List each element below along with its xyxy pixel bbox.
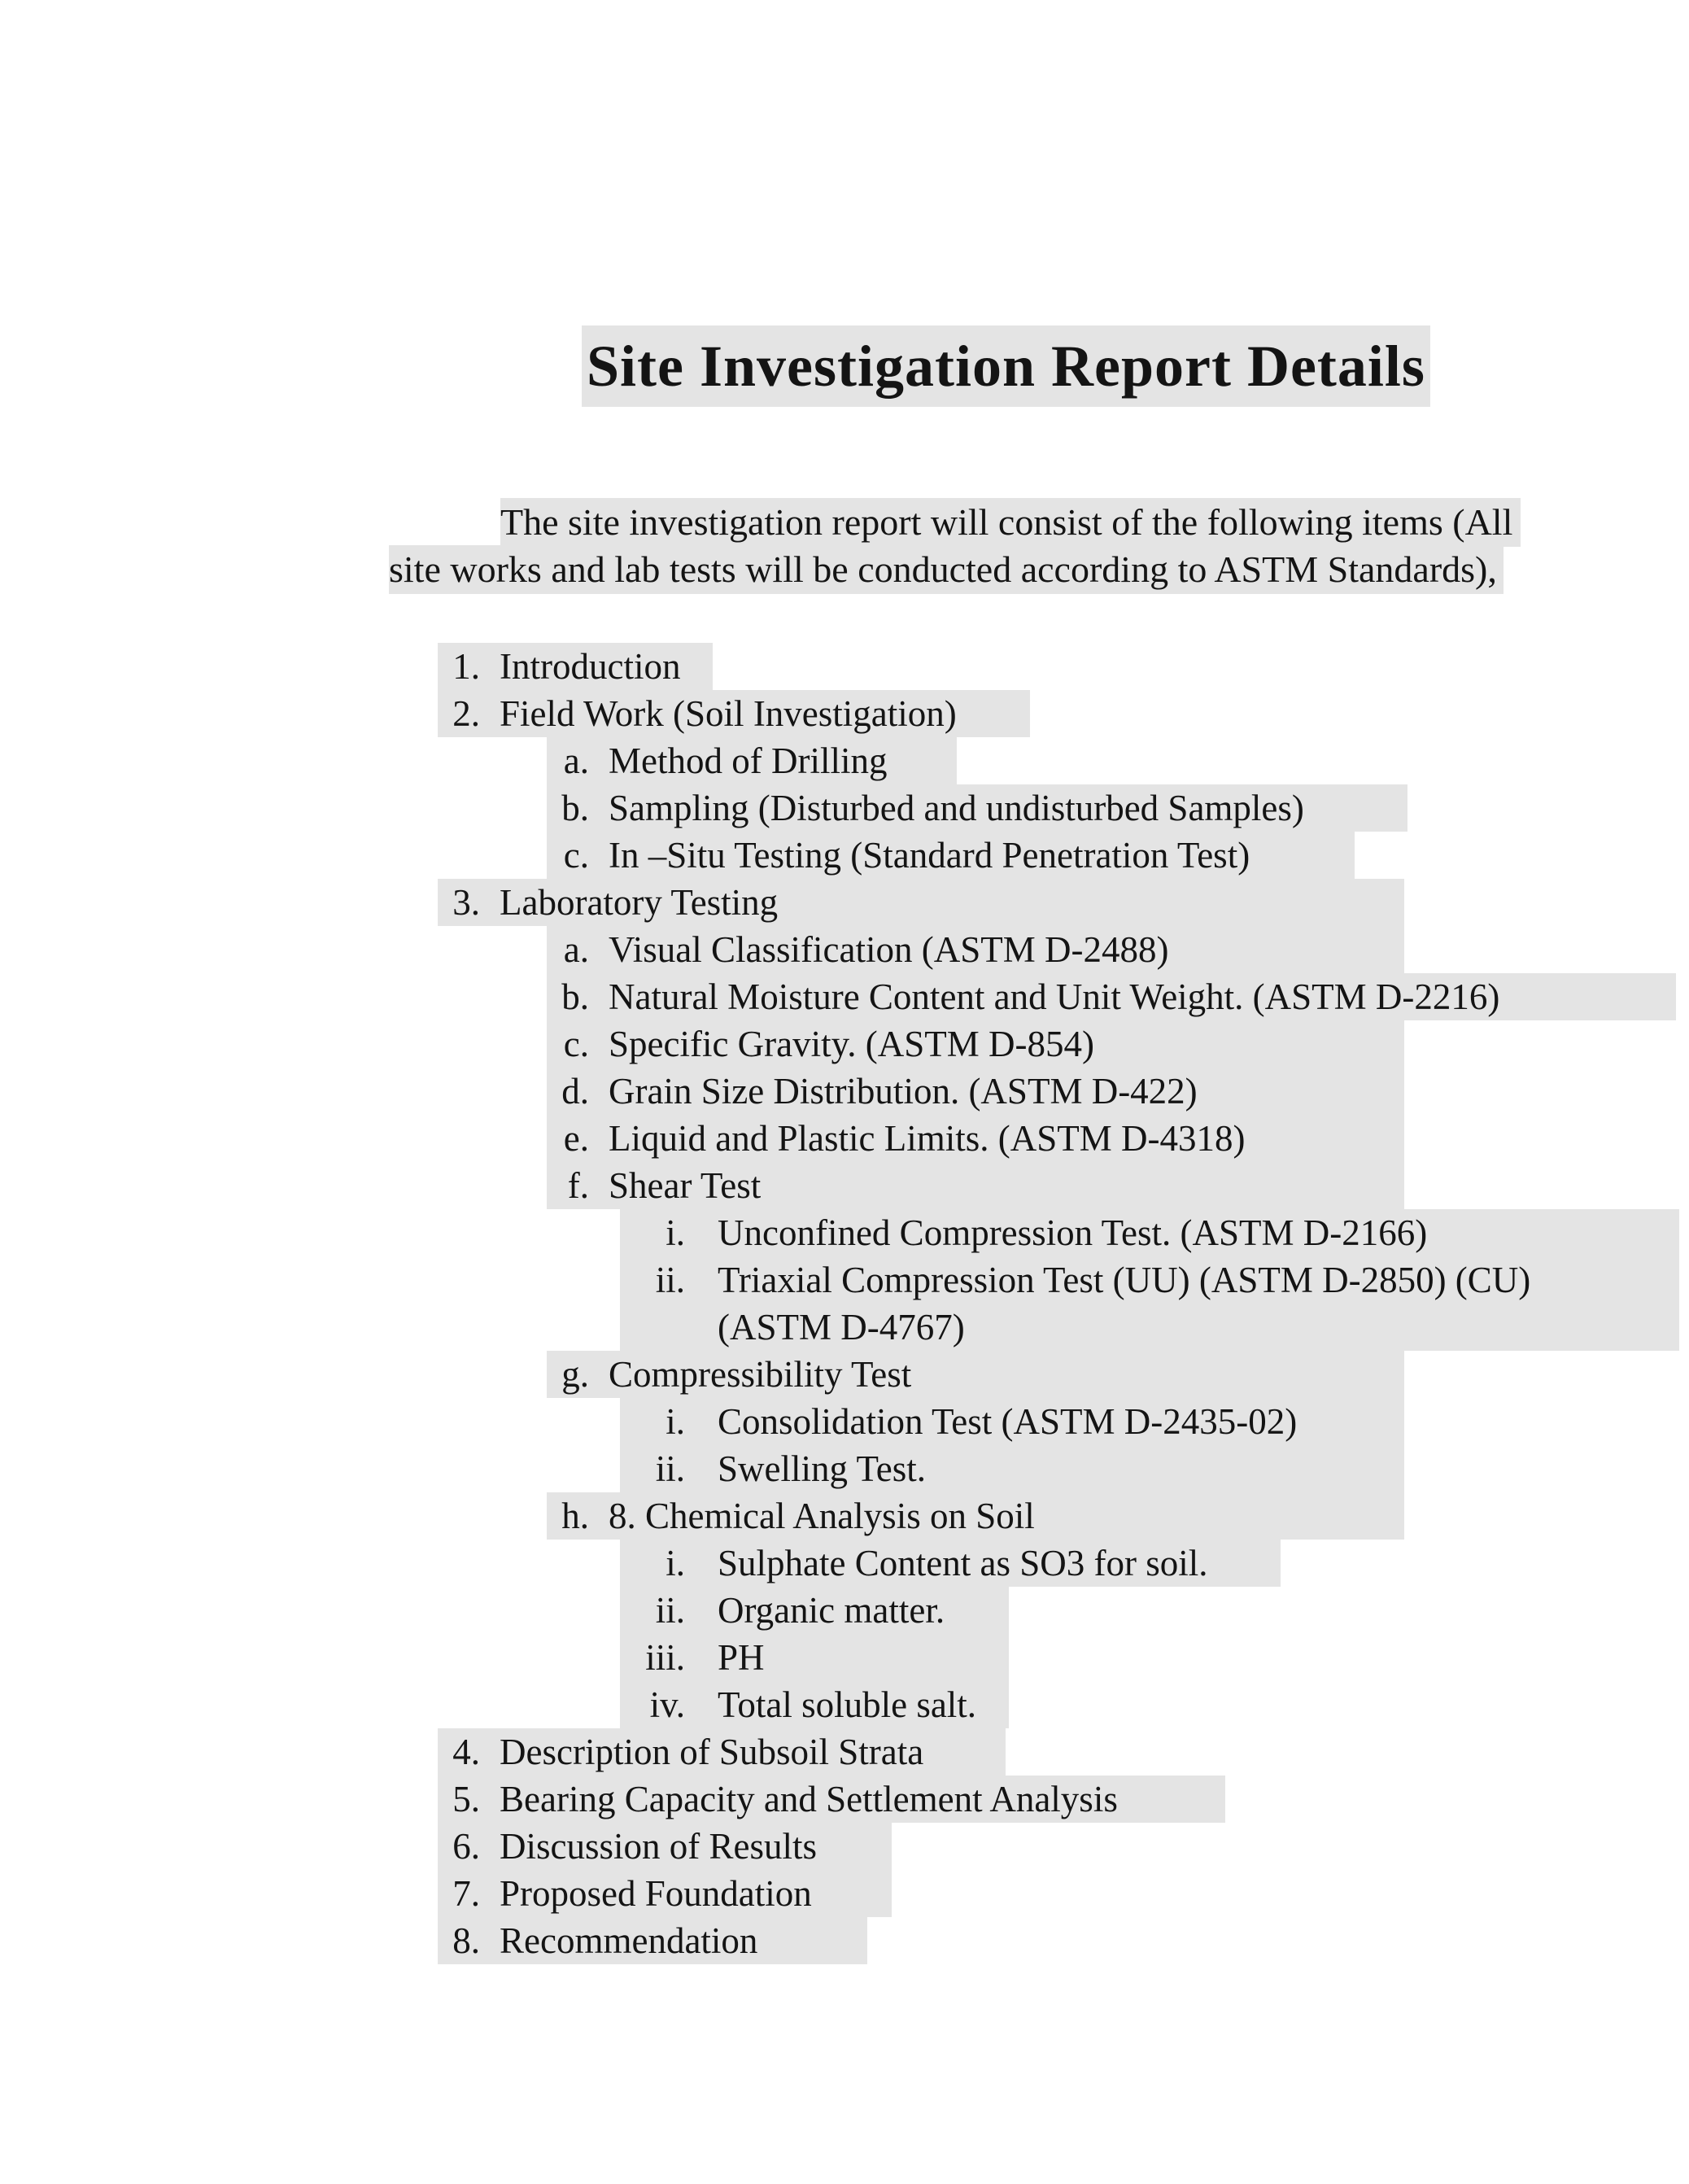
- list-item-text: Sampling (Disturbed and undisturbed Samples): [609, 788, 1304, 828]
- list-marker: 2.: [452, 693, 480, 734]
- list-marker: b.: [561, 788, 589, 828]
- list-item: [620, 1398, 1404, 1445]
- list-marker: ii.: [655, 1448, 685, 1489]
- list-item-text: In –Situ Testing (Standard Penetration Test): [609, 835, 1250, 876]
- list-item: [547, 1162, 1404, 1209]
- list-item-text: Natural Moisture Content and Unit Weight. (ASTM D-2216): [609, 976, 1500, 1017]
- list-item: [438, 1823, 892, 1870]
- list-item-text: PH: [718, 1637, 765, 1678]
- list-item: [620, 1540, 1281, 1587]
- list-item-text: 8. Chemical Analysis on Soil: [609, 1496, 1035, 1536]
- list-item-text: Grain Size Distribution. (ASTM D-422): [609, 1071, 1198, 1112]
- list-marker: 4.: [452, 1732, 480, 1772]
- list-item: [620, 1587, 1009, 1634]
- list-item: [438, 643, 713, 690]
- list-item: [438, 690, 1030, 737]
- list-item: [547, 1068, 1404, 1115]
- list-marker: c.: [563, 835, 589, 876]
- list-item-text: Field Work (Soil Investigation): [500, 693, 957, 734]
- list-marker: h.: [561, 1496, 589, 1536]
- list-marker: a.: [563, 929, 589, 970]
- list-item: [620, 1681, 1009, 1728]
- list-marker: g.: [561, 1354, 589, 1395]
- list-item-text: Triaxial Compression Test (UU) (ASTM D-2850) (CU): [718, 1260, 1531, 1300]
- list-item: [620, 1634, 1009, 1681]
- list-marker: 5.: [452, 1779, 480, 1819]
- list-item-text: Liquid and Plastic Limits. (ASTM D-4318): [609, 1118, 1246, 1159]
- list-item: [547, 926, 1404, 973]
- list-item: [547, 1492, 1404, 1540]
- list-item: [620, 1256, 1679, 1304]
- list-marker: ii.: [655, 1260, 685, 1300]
- list-marker: d.: [561, 1071, 589, 1112]
- list-item-text: Method of Drilling: [609, 740, 888, 781]
- list-item: [438, 1776, 1225, 1823]
- list-marker: i.: [666, 1212, 685, 1253]
- list-item-text: Bearing Capacity and Settlement Analysis: [500, 1779, 1118, 1819]
- list-item-text: Introduction: [500, 646, 681, 687]
- list-marker: b.: [561, 976, 589, 1017]
- list-item: [547, 737, 957, 784]
- list-item: [438, 1728, 1006, 1776]
- list-item-text: Visual Classification (ASTM D-2488): [609, 929, 1169, 970]
- list-marker: iv.: [649, 1684, 685, 1725]
- list-marker: e.: [563, 1118, 589, 1159]
- list-item-text: Laboratory Testing: [500, 882, 779, 923]
- list-item-text: Sulphate Content as SO3 for soil.: [718, 1543, 1208, 1583]
- list-item-text: Recommendation: [500, 1920, 758, 1961]
- list-item-text: Description of Subsoil Strata: [500, 1732, 924, 1772]
- list-marker: 3.: [452, 882, 480, 923]
- list-item: [620, 1445, 1404, 1492]
- list-item: [438, 1870, 892, 1917]
- list-item: [547, 784, 1408, 832]
- list-item-text: Total soluble salt.: [718, 1684, 977, 1725]
- list-marker: 1.: [452, 646, 480, 687]
- list-item: [620, 1209, 1679, 1256]
- list-item: [547, 1115, 1404, 1162]
- list-item: [438, 879, 1404, 926]
- list-item-text: Shear Test: [609, 1165, 762, 1206]
- list-marker: ii.: [655, 1590, 685, 1631]
- list-marker: a.: [563, 740, 589, 781]
- page-title: Site Investigation Report Details: [582, 325, 1430, 407]
- list-item-text: Discussion of Results: [500, 1826, 818, 1867]
- list-marker: i.: [666, 1401, 685, 1442]
- list-marker: c.: [563, 1024, 589, 1064]
- list-item: [620, 1304, 1679, 1351]
- intro-paragraph-line-2: site works and lab tests will be conducted according to ASTM Standards),: [389, 545, 1504, 594]
- list-marker: i.: [666, 1543, 685, 1583]
- list-item: [547, 1020, 1404, 1068]
- intro-paragraph-line-1: The site investigation report will consist of the following items (All: [500, 498, 1521, 547]
- list-item: [438, 1917, 867, 1964]
- list-item-text: Specific Gravity. (ASTM D-854): [609, 1024, 1094, 1064]
- list-item: [547, 973, 1676, 1020]
- list-item: [547, 832, 1355, 879]
- list-item: [547, 1351, 1404, 1398]
- list-item-text: Proposed Foundation: [500, 1873, 812, 1914]
- list-item-text: Swelling Test.: [718, 1448, 927, 1489]
- list-item-text: Organic matter.: [718, 1590, 945, 1631]
- list-item-text: Consolidation Test (ASTM D-2435-02): [718, 1401, 1298, 1442]
- list-marker: 7.: [452, 1873, 480, 1914]
- list-item-text: (ASTM D-4767): [718, 1307, 965, 1348]
- list-marker: f.: [567, 1165, 589, 1206]
- list-item-text: Unconfined Compression Test. (ASTM D-2166): [718, 1212, 1428, 1253]
- list-marker: 8.: [452, 1920, 480, 1961]
- list-item-text: Compressibility Test: [609, 1354, 912, 1395]
- list-marker: iii.: [645, 1637, 685, 1678]
- list-marker: 6.: [452, 1826, 480, 1867]
